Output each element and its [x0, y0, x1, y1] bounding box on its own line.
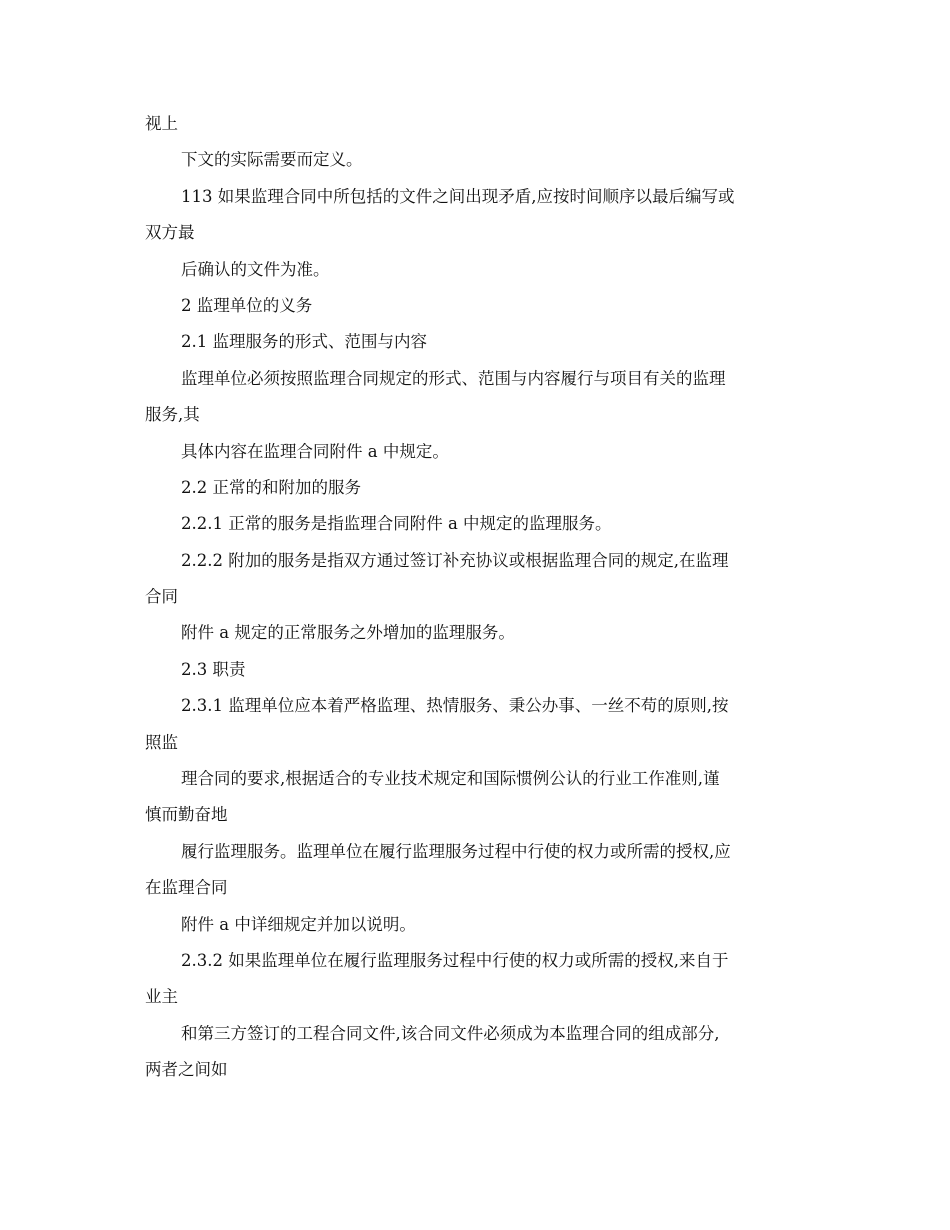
text-line: 视上 [145, 114, 178, 133]
text-line: 理合同的要求,根据适合的专业技术规定和国际惯例公认的行业工作准则,谨 [181, 769, 720, 789]
subsection-heading: 2.2 正常的和附加的服务 [181, 477, 361, 497]
text-line: 服务,其 [145, 405, 200, 425]
subsection-heading: 2.1 监理服务的形式、范围与内容 [181, 332, 427, 352]
text-line: 后确认的文件为准。 [181, 259, 330, 279]
section-heading: 2 监理单位的义务 [181, 295, 313, 315]
text-line: 照监 [145, 732, 178, 752]
text-line: 在监理合同 [145, 878, 228, 898]
text-line: 和第三方签订的工程合同文件,该合同文件必须成为本监理合同的组成部分, [181, 1023, 720, 1043]
text-line: 合同 [145, 587, 178, 607]
text-line: 113 如果监理合同中所包括的文件之间出现矛盾,应按时间顺序以最后编写或 [181, 186, 735, 206]
text-line: 慎而勤奋地 [145, 805, 228, 825]
text-line: 附件 a 中详细规定并加以说明。 [181, 914, 416, 934]
text-line: 两者之间如 [145, 1060, 228, 1080]
text-line: 附件 a 规定的正常服务之外增加的监理服务。 [181, 623, 515, 643]
text-line: 2.3.2 如果监理单位在履行监理服务过程中行使的权力或所需的授权,来自于 [181, 950, 729, 970]
subsection-heading: 2.3 职责 [181, 659, 246, 679]
document-body [145, 114, 810, 1097]
text-line: 下文的实际需要而定义。 [181, 150, 363, 170]
text-line: 双方最 [145, 223, 195, 243]
text-line: 2.2.2 附加的服务是指双方通过签订补充协议或根据监理合同的规定,在监理 [181, 550, 729, 570]
text-line: 具体内容在监理合同附件 a 中规定。 [181, 441, 449, 461]
text-line: 2.3.1 监理单位应本着严格监理、热情服务、秉公办事、一丝不苟的原则,按 [181, 696, 729, 716]
text-line: 监理单位必须按照监理合同规定的形式、范围与内容履行与项目有关的监理 [181, 368, 726, 388]
text-line: 履行监理服务。监理单位在履行监理服务过程中行使的权力或所需的授权,应 [181, 841, 731, 861]
text-line: 业主 [145, 987, 178, 1007]
text-line: 2.2.1 正常的服务是指监理合同附件 a 中规定的监理服务。 [181, 514, 612, 534]
